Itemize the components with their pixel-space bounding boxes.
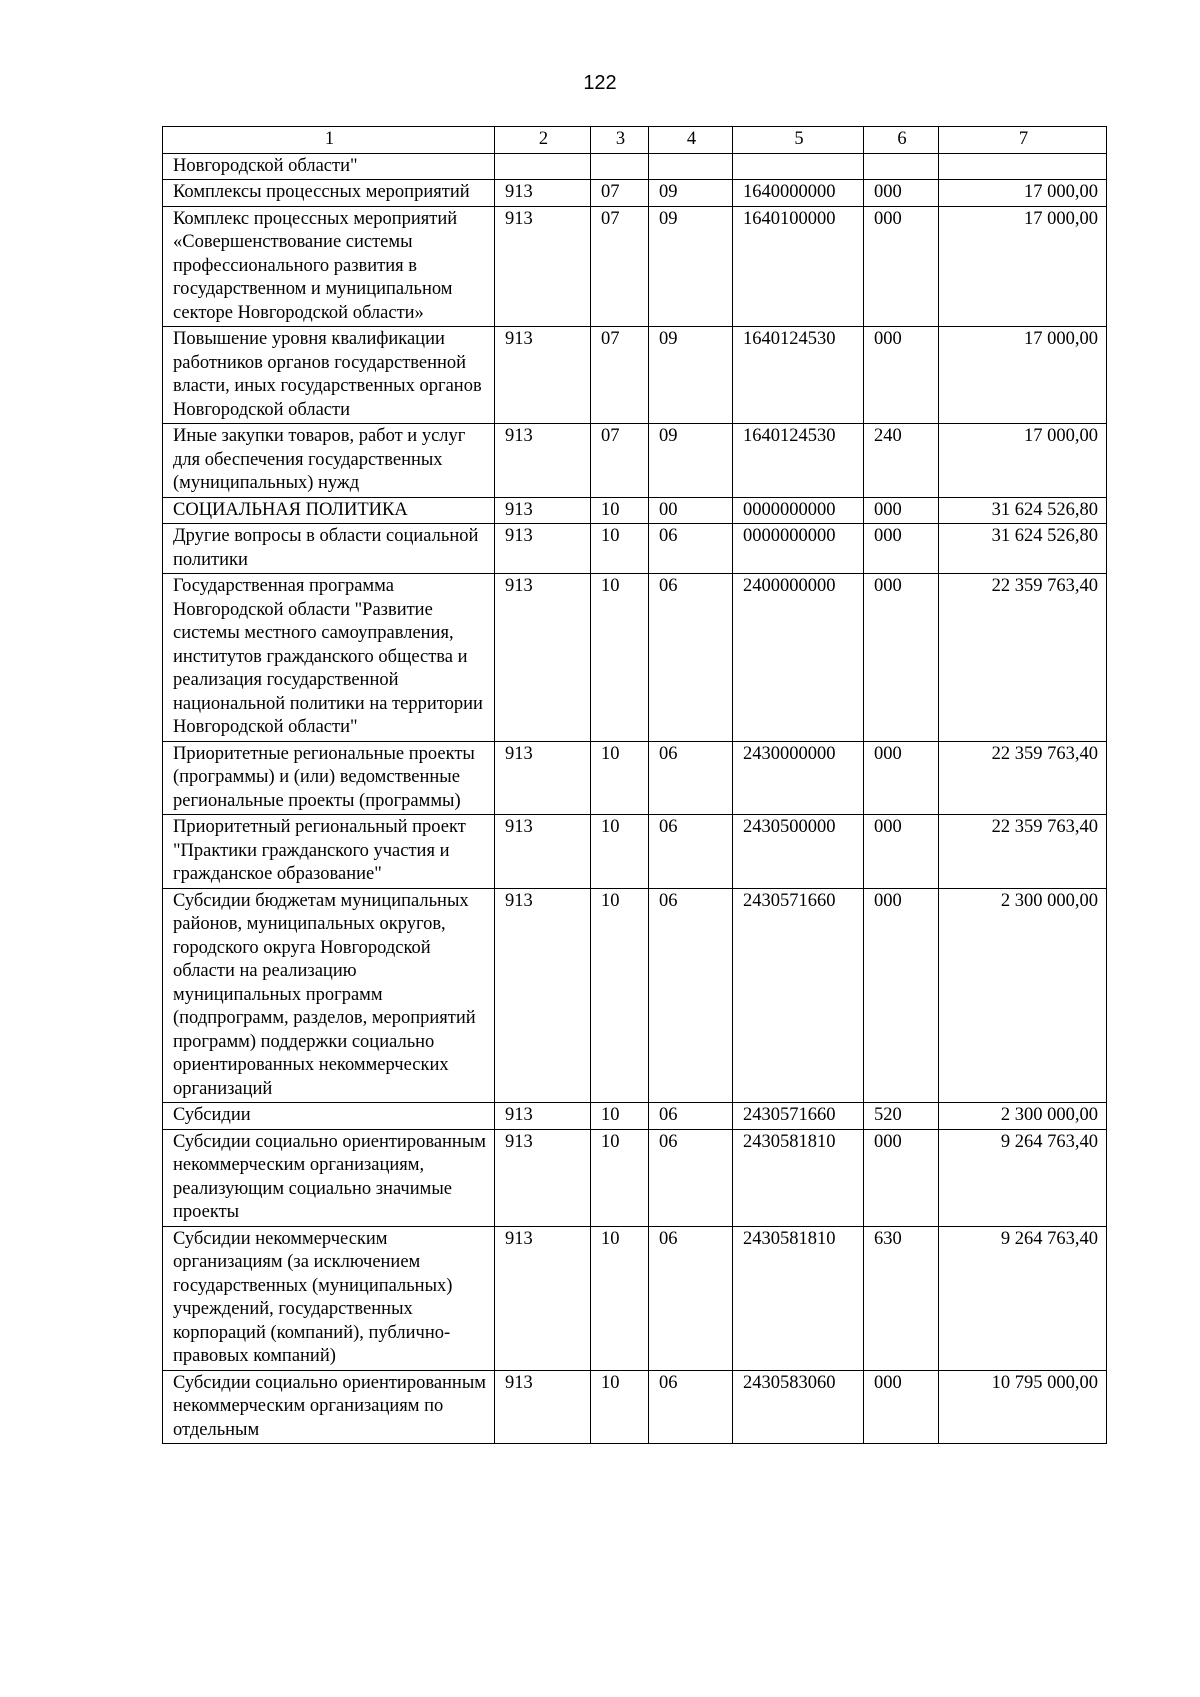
row-name-cell: Повышение уровня квалификации работников органов государственной власти, иных государственных органов Новгородской области xyxy=(163,327,495,424)
row-col5-cell: 2430571660 xyxy=(733,888,864,1103)
row-amount-cell: 31 624 526,80 xyxy=(939,497,1107,524)
row-col3-cell xyxy=(591,153,649,180)
row-col3-cell: 10 xyxy=(591,1103,649,1130)
row-col5-cell: 0000000000 xyxy=(733,497,864,524)
row-col6-cell xyxy=(864,153,939,180)
row-col6-cell: 000 xyxy=(864,497,939,524)
row-col6-cell: 000 xyxy=(864,180,939,207)
row-col3-cell: 07 xyxy=(591,180,649,207)
row-name-cell: Комплексы процессных мероприятий xyxy=(163,180,495,207)
row-col6-cell: 240 xyxy=(864,424,939,498)
table-row xyxy=(163,206,1107,327)
row-col2-cell: 913 xyxy=(495,180,591,207)
row-col6-cell: 520 xyxy=(864,1103,939,1130)
row-amount-cell: 10 795 000,00 xyxy=(939,1370,1107,1444)
table-row xyxy=(163,888,1107,1103)
row-col3-cell: 10 xyxy=(591,497,649,524)
row-col5-cell: 2430500000 xyxy=(733,815,864,889)
row-col5-cell: 1640100000 xyxy=(733,206,864,327)
column-header-5: 5 xyxy=(733,127,864,154)
row-col4-cell xyxy=(649,153,733,180)
row-col3-cell: 07 xyxy=(591,327,649,424)
row-amount-cell: 17 000,00 xyxy=(939,424,1107,498)
row-col2-cell: 913 xyxy=(495,497,591,524)
row-col5-cell: 2430571660 xyxy=(733,1103,864,1130)
row-col3-cell: 10 xyxy=(591,888,649,1103)
column-header-1: 1 xyxy=(163,127,495,154)
row-amount-cell: 17 000,00 xyxy=(939,327,1107,424)
table-row xyxy=(163,1129,1107,1226)
row-amount-cell: 22 359 763,40 xyxy=(939,741,1107,815)
table-row xyxy=(163,424,1107,498)
column-header-2: 2 xyxy=(495,127,591,154)
row-col4-cell: 09 xyxy=(649,327,733,424)
row-col4-cell: 06 xyxy=(649,888,733,1103)
row-amount-cell: 2 300 000,00 xyxy=(939,888,1107,1103)
row-name-cell: Приоритетные региональные проекты (программы) и (или) ведомственные региональные проекты (программы) xyxy=(163,741,495,815)
row-col4-cell: 06 xyxy=(649,1226,733,1370)
row-col5-cell xyxy=(733,153,864,180)
row-col6-cell: 000 xyxy=(864,741,939,815)
row-col5-cell: 1640124530 xyxy=(733,327,864,424)
row-col6-cell: 000 xyxy=(864,206,939,327)
row-amount-cell: 22 359 763,40 xyxy=(939,815,1107,889)
row-col2-cell: 913 xyxy=(495,1103,591,1130)
page-number: 122 xyxy=(583,72,617,94)
table-row xyxy=(163,524,1107,574)
row-col6-cell: 000 xyxy=(864,1370,939,1444)
row-col6-cell: 000 xyxy=(864,524,939,574)
row-amount-cell: 9 264 763,40 xyxy=(939,1226,1107,1370)
row-amount-cell: 17 000,00 xyxy=(939,206,1107,327)
row-col4-cell: 09 xyxy=(649,206,733,327)
table-row xyxy=(163,741,1107,815)
row-col3-cell: 10 xyxy=(591,1129,649,1226)
row-name-cell: Новгородской области" xyxy=(163,153,495,180)
row-col6-cell: 000 xyxy=(864,1129,939,1226)
table-row xyxy=(163,574,1107,742)
table-row xyxy=(163,153,1107,180)
row-col3-cell: 10 xyxy=(591,574,649,742)
column-header-6: 6 xyxy=(864,127,939,154)
row-col3-cell: 10 xyxy=(591,741,649,815)
row-name-cell: Государственная программа Новгородской области "Развитие системы местного самоуправления, институтов гражданского общества и реализация государственной национальной политики на территории Новгородской области" xyxy=(163,574,495,742)
row-amount-cell xyxy=(939,153,1107,180)
row-col4-cell: 06 xyxy=(649,524,733,574)
row-col4-cell: 06 xyxy=(649,741,733,815)
table-row xyxy=(163,1370,1107,1444)
row-col5-cell: 2430581810 xyxy=(733,1226,864,1370)
row-col5-cell: 1640124530 xyxy=(733,424,864,498)
row-col4-cell: 06 xyxy=(649,1103,733,1130)
row-name-cell: Субсидии некоммерческим организациям (за исключением государственных (муниципальных) учреждений, государственных корпораций (компаний), публично-правовых компаний) xyxy=(163,1226,495,1370)
row-name-cell: СОЦИАЛЬНАЯ ПОЛИТИКА xyxy=(163,497,495,524)
row-col2-cell: 913 xyxy=(495,741,591,815)
row-col3-cell: 10 xyxy=(591,524,649,574)
row-col3-cell: 10 xyxy=(591,1370,649,1444)
column-header-7: 7 xyxy=(939,127,1107,154)
row-col3-cell: 10 xyxy=(591,1226,649,1370)
row-col2-cell: 913 xyxy=(495,524,591,574)
row-col5-cell: 2400000000 xyxy=(733,574,864,742)
row-col2-cell: 913 xyxy=(495,206,591,327)
row-name-cell: Приоритетный региональный проект "Практики гражданского участия и гражданское образование" xyxy=(163,815,495,889)
table-row xyxy=(163,1226,1107,1370)
row-col4-cell: 06 xyxy=(649,1129,733,1226)
row-name-cell: Комплекс процессных мероприятий «Совершенствование системы профессионального развития в государственном и муниципальном секторе Новгородской области» xyxy=(163,206,495,327)
row-col3-cell: 10 xyxy=(591,815,649,889)
row-amount-cell: 31 624 526,80 xyxy=(939,524,1107,574)
row-name-cell: Иные закупки товаров, работ и услуг для обеспечения государственных (муниципальных) нужд xyxy=(163,424,495,498)
header-row xyxy=(163,127,1107,154)
row-col4-cell: 09 xyxy=(649,180,733,207)
row-col4-cell: 06 xyxy=(649,815,733,889)
table-row xyxy=(163,497,1107,524)
row-col2-cell: 913 xyxy=(495,1226,591,1370)
row-col6-cell: 000 xyxy=(864,327,939,424)
row-col2-cell: 913 xyxy=(495,574,591,742)
row-amount-cell: 9 264 763,40 xyxy=(939,1129,1107,1226)
row-col5-cell: 2430581810 xyxy=(733,1129,864,1226)
budget-table xyxy=(162,126,1107,1444)
row-col2-cell: 913 xyxy=(495,424,591,498)
row-col2-cell: 913 xyxy=(495,815,591,889)
row-col6-cell: 630 xyxy=(864,1226,939,1370)
table-row xyxy=(163,1103,1107,1130)
column-header-4: 4 xyxy=(649,127,733,154)
column-header-3: 3 xyxy=(591,127,649,154)
row-col5-cell: 2430000000 xyxy=(733,741,864,815)
table-row xyxy=(163,815,1107,889)
row-col5-cell: 0000000000 xyxy=(733,524,864,574)
row-name-cell: Субсидии социально ориентированным некоммерческим организациям, реализующим социально значимые проекты xyxy=(163,1129,495,1226)
row-name-cell: Другие вопросы в области социальной политики xyxy=(163,524,495,574)
row-col6-cell: 000 xyxy=(864,888,939,1103)
row-col5-cell: 2430583060 xyxy=(733,1370,864,1444)
row-col4-cell: 06 xyxy=(649,1370,733,1444)
row-amount-cell: 22 359 763,40 xyxy=(939,574,1107,742)
row-col6-cell: 000 xyxy=(864,574,939,742)
row-name-cell: Субсидии xyxy=(163,1103,495,1130)
row-col3-cell: 07 xyxy=(591,424,649,498)
table-row xyxy=(163,180,1107,207)
row-col6-cell: 000 xyxy=(864,815,939,889)
table-row xyxy=(163,327,1107,424)
row-col2-cell: 913 xyxy=(495,1129,591,1226)
row-name-cell: Субсидии бюджетам муниципальных районов, муниципальных округов, городского округа Новгородской области на реализацию муниципальных программ (подпрограмм, разделов, мероприятий программ) поддержки социально ориентированных некоммерческих организаций xyxy=(163,888,495,1103)
row-col4-cell: 09 xyxy=(649,424,733,498)
row-amount-cell: 2 300 000,00 xyxy=(939,1103,1107,1130)
row-col4-cell: 06 xyxy=(649,574,733,742)
row-col2-cell: 913 xyxy=(495,888,591,1103)
row-name-cell: Субсидии социально ориентированным некоммерческим организациям по отдельным xyxy=(163,1370,495,1444)
row-col2-cell: 913 xyxy=(495,1370,591,1444)
row-col4-cell: 00 xyxy=(649,497,733,524)
row-amount-cell: 17 000,00 xyxy=(939,180,1107,207)
row-col2-cell xyxy=(495,153,591,180)
row-col3-cell: 07 xyxy=(591,206,649,327)
row-col5-cell: 1640000000 xyxy=(733,180,864,207)
row-col2-cell: 913 xyxy=(495,327,591,424)
